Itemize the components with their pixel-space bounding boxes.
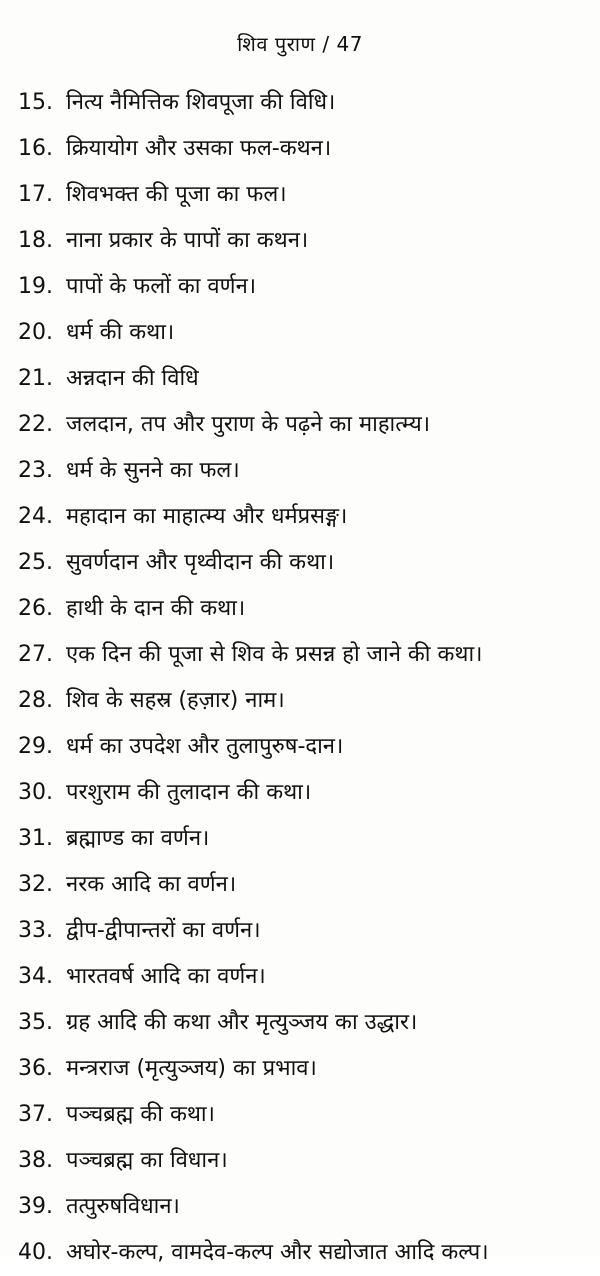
chapter-item: [18, 586, 593, 632]
chapter-item: [18, 954, 593, 1000]
chapter-number: 18.: [18, 228, 53, 253]
chapter-title: तत्पुरुषविधान।: [66, 1194, 180, 1219]
chapter-number: 17.: [18, 182, 53, 207]
chapter-item: [18, 632, 593, 678]
chapter-number: 36.: [18, 1056, 53, 1081]
chapter-number: 28.: [18, 688, 53, 713]
chapter-title: धर्म की कथा।: [66, 320, 175, 345]
chapter-number: 21.: [18, 366, 53, 391]
chapter-number: 40.: [18, 1240, 53, 1265]
chapter-title: नित्य नैमित्तिक शिवपूजा की विधि।: [66, 90, 336, 115]
chapter-number: 23.: [18, 458, 53, 483]
chapter-item: [18, 1138, 593, 1184]
chapter-item: [18, 310, 593, 356]
chapter-number: 39.: [18, 1194, 53, 1219]
chapter-number: 32.: [18, 872, 53, 897]
chapter-number: 16.: [18, 136, 53, 161]
chapter-item: [18, 448, 593, 494]
chapter-title: क्रियायोग और उसका फल-कथन।: [66, 136, 332, 161]
chapter-item: [18, 724, 593, 770]
chapter-title: पापों के फलों का वर्णन।: [66, 274, 257, 299]
chapter-title: अघोर-कल्प, वामदेव-कल्प और सद्योजात आदि कल्प।: [66, 1240, 489, 1265]
chapter-number: 25.: [18, 550, 53, 575]
chapter-item: [18, 494, 593, 540]
chapter-title: शिव के सहस्र (हज़ार) नाम।: [66, 688, 285, 713]
chapter-number: 15.: [18, 90, 53, 115]
chapter-item: [18, 908, 593, 954]
chapter-title: पञ्चब्रह्म का विधान।: [66, 1148, 228, 1173]
chapter-item: [18, 770, 593, 816]
chapter-title: पञ्चब्रह्म की कथा।: [66, 1102, 215, 1127]
chapter-number: 34.: [18, 964, 53, 989]
chapter-title: ग्रह आदि की कथा और मृत्युञ्जय का उद्धार।: [66, 1010, 418, 1035]
chapter-title: मन्त्रराज (मृत्युञ्जय) का प्रभाव।: [66, 1056, 317, 1081]
chapter-number: 31.: [18, 826, 53, 851]
chapter-title: महादान का माहात्म्य और धर्मप्रसङ्ग।: [66, 504, 348, 529]
chapter-item: [18, 1184, 593, 1230]
chapter-item: [18, 172, 593, 218]
chapter-item: [18, 218, 593, 264]
chapter-title: धर्म का उपदेश और तुलापुरुष-दान।: [66, 734, 344, 759]
chapter-title: जलदान, तप और पुराण के पढ़ने का माहात्म्य।: [66, 412, 431, 437]
chapter-item: [18, 126, 593, 172]
chapter-item: [18, 80, 593, 126]
chapter-number: 24.: [18, 504, 53, 529]
chapter-number: 27.: [18, 642, 53, 667]
chapter-item: [18, 264, 593, 310]
chapter-item: [18, 862, 593, 908]
chapter-item: [18, 1046, 593, 1092]
chapter-number: 33.: [18, 918, 53, 943]
chapter-title: द्वीप-द्वीपान्तरों का वर्णन।: [66, 918, 261, 943]
chapter-title: नरक आदि का वर्णन।: [66, 872, 237, 897]
chapter-title: हाथी के दान की कथा।: [66, 596, 246, 621]
chapter-item: [18, 402, 593, 448]
chapter-item: [18, 356, 593, 402]
chapter-item: [18, 1000, 593, 1046]
chapter-number: 35.: [18, 1010, 53, 1035]
chapter-list: [18, 80, 593, 1276]
chapter-number: 38.: [18, 1148, 53, 1173]
chapter-title: धर्म के सुनने का फल।: [66, 458, 240, 483]
chapter-number: 37.: [18, 1102, 53, 1127]
chapter-item: [18, 1092, 593, 1138]
chapter-item: [18, 816, 593, 862]
chapter-title: शिवभक्त की पूजा का फल।: [66, 182, 287, 207]
chapter-item: [18, 678, 593, 724]
chapter-number: 29.: [18, 734, 53, 759]
chapter-title: नाना प्रकार के पापों का कथन।: [66, 228, 309, 253]
chapter-title: भारतवर्ष आदि का वर्णन।: [66, 964, 266, 989]
chapter-number: 19.: [18, 274, 53, 299]
chapter-title: अन्नदान की विधि: [66, 366, 199, 391]
chapter-number: 20.: [18, 320, 53, 345]
chapter-number: 22.: [18, 412, 53, 437]
chapter-title: ब्रह्माण्ड का वर्णन।: [66, 826, 210, 851]
chapter-number: 30.: [18, 780, 53, 805]
chapter-item: [18, 1230, 593, 1276]
chapter-title: परशुराम की तुलादान की कथा।: [66, 780, 312, 805]
chapter-title: सुवर्णदान और पृथ्वीदान की कथा।: [66, 550, 335, 575]
chapter-item: [18, 540, 593, 586]
chapter-number: 26.: [18, 596, 53, 621]
running-header: शिव पुराण / 47: [237, 32, 363, 56]
chapter-title: एक दिन की पूजा से शिव के प्रसन्न हो जाने की कथा।: [66, 642, 483, 667]
